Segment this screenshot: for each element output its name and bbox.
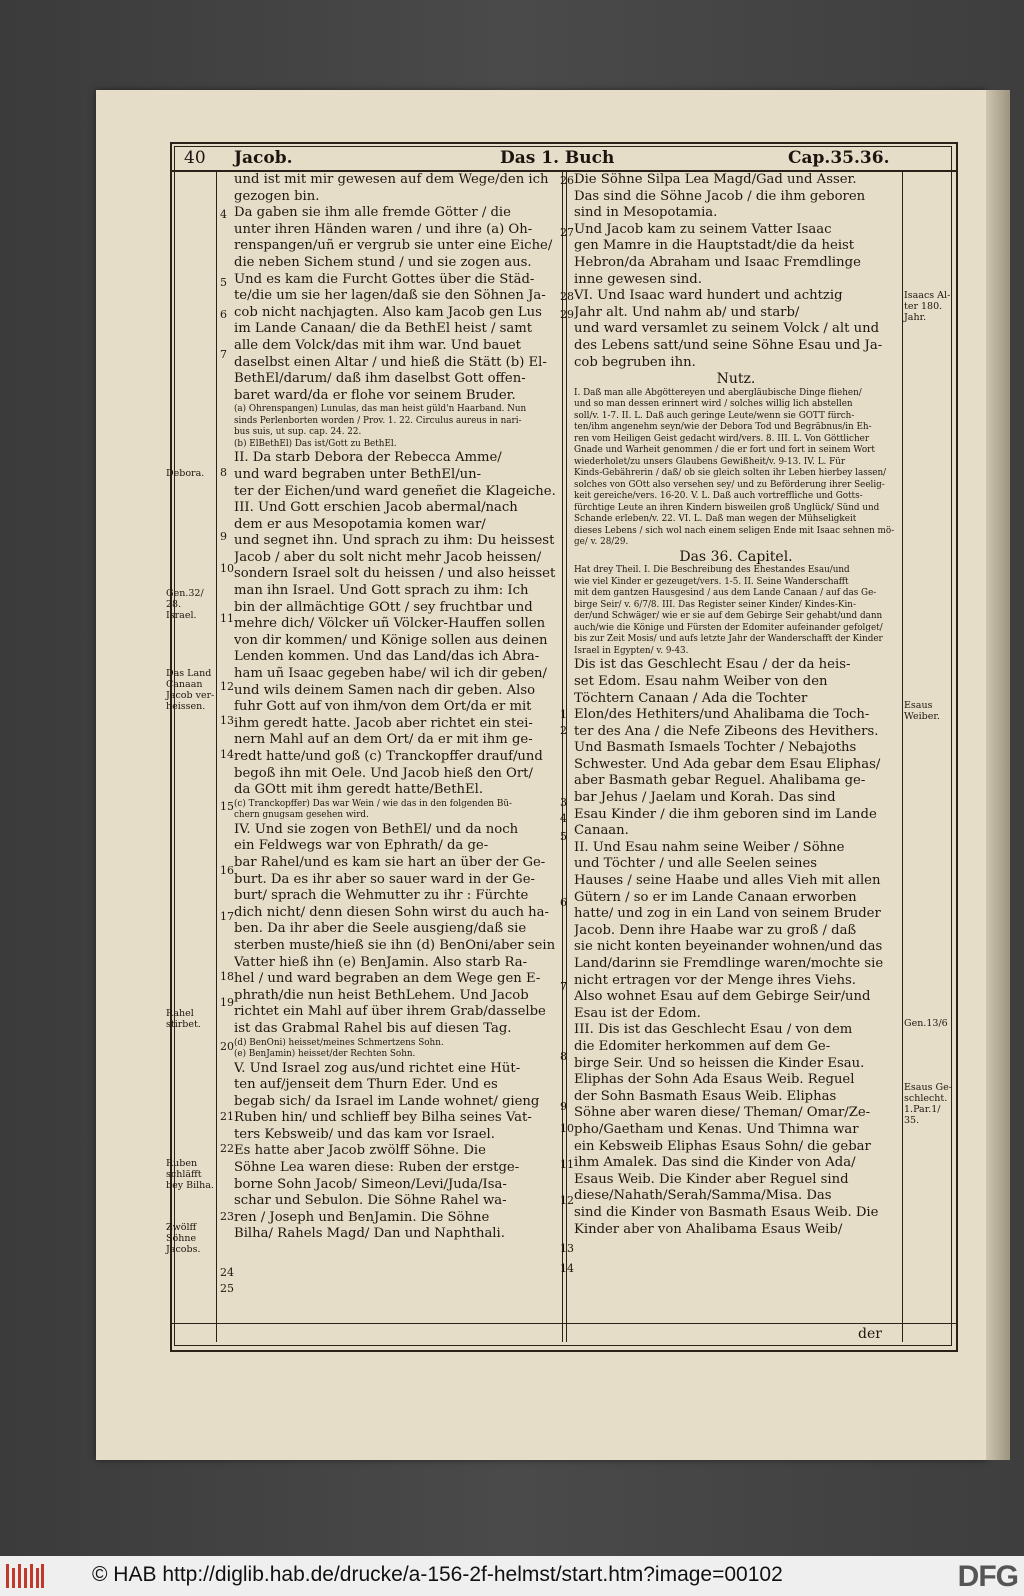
verse-number: 9 (560, 1100, 567, 1113)
text-line: Vatter hieß ihn (e) BenJamin. Also starb Ra- (234, 954, 528, 970)
text-line: auch/wie die Könige und Fürsten der Edomiter aufeinander gefolget/ (574, 622, 883, 633)
left-text-column (234, 172, 558, 1243)
text-line: diese/Nahath/Serah/Samma/Misa. Das (574, 1188, 832, 1204)
header-right-title: Cap.35.36. (788, 148, 890, 168)
verse-number: 5 (560, 830, 567, 843)
verse-number: 29 (560, 308, 574, 321)
text-line: (e) BenJamin) heisset/der Rechten Sohn. (234, 1049, 416, 1059)
text-line: pho/Gaetham und Kenas. Und Thimna war (574, 1121, 859, 1137)
text-line: ten auf/jenseit dem Thurn Eder. Und es (234, 1077, 498, 1093)
text-line: die Edomiter herkommen auf dem Ge- (574, 1038, 831, 1054)
text-line: ihm Amalek. Das sind die Kinder von Ada/ (574, 1155, 856, 1171)
text-line: Jacob / aber du solt nicht mehr Jacob heissen/ (234, 549, 542, 565)
text-line: Hat drey Theil. I. Die Beschreibung des Ehestandes Esau/und (574, 565, 850, 576)
text-line: ge/ v. 28/29. (574, 537, 629, 548)
text-line: hatte/ und zog in ein Land von seinem Bruder (574, 906, 881, 922)
text-line: III. Dis ist das Geschlecht Esau / von dem (574, 1022, 853, 1038)
text-line: Jahr alt. Und nahm ab/ und starb/ (574, 304, 800, 320)
text-line: II. Da starb Debora der Rebecca Amme/ (234, 450, 502, 466)
text-line: III. Und Gott erschien Jacob abermal/nach (234, 500, 518, 516)
text-line: burt/ sprach die Wehmutter zu ihr : Fürchte (234, 888, 529, 904)
text-line: Und es kam die Furcht Gottes über die Städ- (234, 271, 535, 287)
text-line: inne gewesen sind. (574, 271, 702, 287)
verse-number: 13 (560, 1242, 574, 1255)
text-line: ihm geredt hatte. Jacob aber richtet ein stei- (234, 715, 533, 731)
verse-number: 10 (220, 562, 234, 575)
text-line: sinds Perlenborten worden / Prov. 1. 22. Circulus aureus in nari- (234, 415, 522, 426)
header-center-title: Das 1. Buch (500, 148, 615, 168)
text-line: ein Kebsweib Eliphas Esaus Sohn/ die gebar (574, 1138, 871, 1154)
text-line: Das sind die Söhne Jacob / die ihm geboren (574, 188, 866, 204)
text-line: Bilha/ Rahels Magd/ Dan und Naphthali. (234, 1226, 505, 1242)
margin-note: Gen.13/6 (904, 1018, 948, 1029)
right-margin-rule (902, 170, 903, 1342)
text-line: Jacob. Denn ihre Haabe war zu groß / daß (574, 922, 857, 938)
text-line: Esaus Weib. Die Kinder aber Reguel sind (574, 1171, 849, 1187)
margin-note: Das Land Canaan Jacob ver- heissen. (166, 668, 215, 712)
text-line: ten/ihm angenehm seyn/wie der Debora Tod und Begräbnus/in Eh- (574, 422, 872, 433)
margin-note: Esaus Ge- schlecht. 1.Par.1/ 35. (904, 1082, 952, 1126)
text-line: richtet ein Mahl auf über ihrem Grab/dasselbe (234, 1004, 546, 1020)
text-line: im Lande Canaan/ die da BethEl heist / samt (234, 321, 533, 337)
text-line: birge Seir. Und so heissen die Kinder Esau. (574, 1055, 865, 1071)
margin-note: Ruben schläfft bey Bilha. (166, 1158, 214, 1191)
text-line: Land/darinn sie Fremdlinge waren/mochte sie (574, 956, 884, 971)
text-line: und ward versamlet zu seinem Volck / alt und (574, 321, 880, 337)
text-line: Kinds-Gebährerin / daß/ ob sie gleich solten ihr Leben hierbey lassen/ (574, 468, 887, 479)
text-line: solches von GOtt also versehen sey/ und zu Beförderung ihrer Seelig- (574, 479, 885, 490)
text-line: Elon/des Hethiters/und Ahalibama die Toch- (574, 707, 870, 723)
text-line: wie viel Kinder er gezeuget/vers. 1-5. II. Seine Wanderschafft (574, 576, 849, 587)
text-line: dieses Lebens / sich wol nach einem seligen Ende mit Isaac sehnen mö- (574, 525, 895, 536)
verse-number: 7 (560, 980, 567, 993)
verse-number: 14 (560, 1262, 574, 1275)
verse-number: 4 (220, 208, 227, 221)
verse-number: 27 (560, 226, 574, 239)
verse-number: 5 (220, 276, 227, 289)
verse-number: 20 (220, 1040, 234, 1053)
verse-number: 11 (560, 1158, 574, 1171)
text-line: ren / Joseph und BenJamin. Die Söhne (234, 1209, 490, 1225)
text-line: renspangen/uñ er vergrub sie unter eine Eiche/ (234, 238, 553, 254)
text-line: gen Mamre in die Hauptstadt/die da heist (574, 238, 855, 254)
text-line: Schwester. Und Ada gebar dem Esau Eliphas/ (574, 756, 881, 772)
text-line: schar und Sebulon. Die Söhne Rahel wa- (234, 1193, 507, 1209)
next-page-edge (986, 90, 1010, 1460)
text-line: bin der allmächtige GOtt / sey fruchtbar und (234, 599, 533, 615)
text-line: cob begruben ihn. (574, 354, 696, 370)
hab-logo-icon (6, 1564, 44, 1588)
verse-number: 1 (560, 708, 567, 721)
text-line: Es hatte aber Jacob zwölff Söhne. Die (234, 1143, 486, 1159)
text-line: gezogen bin. (234, 188, 320, 204)
verse-number: 25 (220, 1282, 234, 1295)
text-line: sterben muste/hieß sie ihn (d) BenOni/aber sein (234, 937, 556, 953)
verse-number: 13 (220, 714, 234, 727)
text-line: mehre dich/ Völcker uñ Völcker-Hauffen sollen (234, 616, 546, 632)
verse-number: 21 (220, 1110, 234, 1123)
text-line: Hebron/da Abraham und Isaac Fremdlinge (574, 254, 861, 270)
dfg-logo: DFG (957, 1560, 1018, 1593)
verse-number: 2 (560, 724, 567, 737)
text-line: baret ward/da er flohe vor seinem Bruder. (234, 387, 516, 403)
text-line: borne Sohn Jacob/ Simeon/Levi/Juda/Isa- (234, 1176, 507, 1192)
verse-number: 7 (220, 348, 227, 361)
text-line: BethEl/darum/ daß ihm daselbst Gott offen- (234, 371, 526, 387)
text-line: alle dem Volck/das mit ihm war. Und bauet (234, 337, 521, 353)
header-left-title: Jacob. (234, 148, 293, 168)
verse-number: 9 (220, 530, 227, 543)
text-line: der Sohn Basmath Esaus Weib. Eliphas (574, 1088, 837, 1104)
text-line: wiederholet/zu unsers Glaubens Gewißheit/v. 9-13. IV. L. Für (574, 456, 846, 467)
text-line: (b) ElBethEl) Das ist/Gott zu BethEl. (234, 438, 397, 449)
verse-number: 11 (220, 612, 234, 625)
text-line: begoß ihn mit Oele. Und Jacob hieß den Ort/ (234, 765, 533, 781)
text-line: und Töchter / und alle Seelen seines (574, 856, 818, 872)
text-line: (c) Tranckopffer) Das war Wein / wie das in den folgenden Bü- (234, 798, 512, 809)
running-header (176, 146, 948, 168)
margin-note: Esaus Weiber. (904, 700, 940, 722)
margin-note: Gen.32/ 28. Israel. (166, 588, 204, 621)
text-line: Gnade und Warheit genommen / die er fort und fort in seinem Wort (574, 445, 875, 456)
text-line: begab sich/ da Israel im Lande wohnet/ gieng (234, 1093, 540, 1109)
verse-number: 12 (560, 1194, 574, 1207)
text-line: te/die um sie her lagen/daß sie den Söhnen Ja- (234, 288, 546, 304)
text-line: ham uñ Isaac gegeben habe/ wil ich dir geben/ (234, 666, 547, 682)
verse-number: 4 (560, 812, 567, 825)
text-line: bus suis, ut sup. cap. 24. 22. (234, 427, 362, 438)
verse-number: 19 (220, 996, 234, 1009)
text-line: Das 36. Capitel. (679, 548, 793, 565)
verse-number: 18 (220, 970, 234, 983)
text-line: Esau Kinder / die ihm geboren sind im Lande (574, 806, 877, 822)
text-line: VI. Und Isaac ward hundert und achtzig (574, 288, 843, 304)
page-number: 40 (184, 148, 206, 168)
text-line: und wils deinem Samen nach dir geben. Also (234, 682, 536, 698)
text-line: ein Feldwegs war von Ephrath/ da ge- (234, 838, 489, 854)
text-line: redt hatte/und goß (c) Tranckopffer drauf/und (234, 749, 543, 764)
text-line: dich nicht/ denn diesen Sohn wirst du auch ha- (234, 904, 549, 920)
text-line: Israel in Egypten/ v. 9-43. (574, 645, 689, 656)
text-line: daselbst einen Altar / und hieß die Stätt (b) El- (234, 354, 547, 370)
text-line: (a) Ohrenspangen) Lunulas, das man heist güld'n Haarband. Nun (234, 404, 527, 415)
verse-number: 23 (220, 1210, 234, 1223)
text-line: sie nicht konten beyeinander wohnen/und das (574, 939, 883, 955)
margin-note: Rahel stirbet. (166, 1008, 201, 1030)
margin-note: Debora. (166, 468, 205, 479)
verse-number: 6 (560, 896, 567, 909)
margin-note: Zwölff Söhne Jacobs. (166, 1222, 201, 1255)
text-line: Töchtern Canaan / Ada die Tochter (574, 690, 808, 706)
text-line: sondern Israel solt du heissen / und also heisset (234, 566, 556, 582)
text-line: sind in Mesopotamia. (574, 205, 718, 221)
text-line: der/und Schwäger/ wie er sie auf dem Gebirge Seir gehabt/und dann (574, 611, 883, 622)
book-page (96, 90, 986, 1460)
text-line: hel / und ward begraben an dem Wege gen E- (234, 971, 541, 987)
text-line: Und Basmath Ismaels Tochter / Nebajoths (574, 740, 857, 756)
verse-number: 28 (560, 290, 574, 303)
text-line: mit dem gantzen Hausgesind / aus dem Lande Canaan / auf das Ge- (574, 588, 877, 599)
text-line: soll/v. 1-7. II. L. Daß auch geringe Leute/wenn sie GOTT fürch- (574, 410, 855, 421)
text-line: Söhne Lea waren diese: Ruben der erstge- (234, 1160, 520, 1176)
verse-number: 8 (220, 466, 227, 479)
text-line: set Edom. Esau nahm Weiber von den (574, 673, 828, 689)
verse-number: 17 (220, 910, 234, 923)
viewer-footer-bar (0, 1556, 1024, 1596)
verse-number: 16 (220, 864, 234, 877)
right-text-column (574, 172, 898, 1238)
text-line: nicht ertragen vor der Menge ihres Viehs. (574, 972, 856, 988)
text-line: ter des Ana / die Nefe Zibeons des Hevithers. (574, 723, 879, 739)
verse-number: 6 (220, 308, 227, 321)
footer-rule (170, 1323, 956, 1324)
text-line: ter der Eichen/und ward geneñet die Klageiche. (234, 483, 556, 499)
text-line: ren vom Heiligen Geist gedacht wird/vers. 8. III. L. Von Göttlicher (574, 433, 870, 444)
text-line: Hauses / seine Haabe und alles Vieh mit allen (574, 873, 881, 889)
text-line: Also wohnet Esau auf dem Gebirge Seir/und (574, 989, 871, 1005)
verse-number: 26 (560, 174, 574, 187)
text-line: II. Und Esau nahm seine Weiber / Söhne (574, 839, 845, 855)
verse-number: 8 (560, 1050, 567, 1063)
text-line: burt. Da es ihr aber so sauer ward in der Ge- (234, 871, 535, 887)
margin-note: Isaacs Al- ter 180. Jahr. (904, 290, 951, 323)
verse-number: 15 (220, 800, 234, 813)
text-line: des Lebens satt/und seine Söhne Esau und Ja- (574, 337, 883, 353)
left-margin-rule (216, 170, 217, 1342)
verse-number: 14 (220, 748, 234, 761)
text-line: Esau ist der Edom. (574, 1005, 701, 1021)
text-line: ben. Da ihr aber die Seele ausgieng/daß sie (234, 921, 527, 937)
text-line: die neben Sichem stund / und sie zogen aus. (234, 254, 532, 270)
text-line: bar Rahel/und es kam sie hart an über der Ge- (234, 854, 546, 870)
verse-number: 10 (560, 1122, 574, 1135)
text-line: bar Jehus / Jaelam und Korah. Das sind (574, 790, 836, 806)
text-line: Ruben hin/ und schlieff bey Bilha seines Vat- (234, 1110, 532, 1126)
text-line: Eliphas der Sohn Ada Esaus Weib. Reguel (574, 1072, 855, 1088)
text-line: I. Daß man alle Abgöttereyen und abergläubische Dinge fliehen/ (574, 387, 862, 398)
text-line: Nutz. (716, 371, 756, 388)
text-line: phrath/die nun heist BethLehem. Und Jacob (234, 987, 529, 1003)
text-line: nern Mahl auf an dem Ort/ da er mit ihm ge- (234, 732, 533, 748)
text-line: sind die Kinder von Basmath Esaus Weib. Die (574, 1204, 879, 1220)
text-line: birge Seir/ v. 6/7/8. III. Das Register seiner Kinder/ Kindes-Kin- (574, 599, 856, 610)
text-line: (d) BenOni) heisset/meines Schmertzens Sohn. (234, 1037, 444, 1048)
text-line: Gütern / so er im Lande Canaan erworben (574, 889, 857, 905)
text-line: Die Söhne Silpa Lea Magd/Gad und Asser. (574, 172, 857, 187)
text-line: Canaan. (574, 823, 629, 839)
text-line: bis zur Zeit Mosis/ und aufs letzte Jahr der Wanderschafft der Kinder (574, 634, 883, 645)
text-line: dem er aus Mesopotamia komen war/ (234, 516, 486, 532)
text-line: unter ihren Händen waren / und ihre (a) Oh- (234, 221, 533, 237)
text-line: Da gaben sie ihm alle fremde Götter / die (234, 205, 511, 221)
text-line: und so man dessen erinnert wird / solches willig lich abstellen (574, 399, 853, 410)
verse-number: 24 (220, 1266, 234, 1279)
verse-number: 12 (220, 680, 234, 693)
text-line: Kinder aber von Ahalibama Esaus Weib/ (574, 1221, 843, 1237)
text-line: und ist mit mir gewesen auf dem Wege/den ich (234, 172, 549, 187)
text-line: da GOtt mit ihm geredt hatte/BethEl. (234, 782, 484, 798)
verse-number: 3 (560, 796, 567, 809)
text-line: Söhne aber waren diese/ Theman/ Omar/Ze- (574, 1105, 871, 1121)
text-line: aber Basmath gebar Reguel. Ahalibama ge- (574, 773, 866, 789)
text-line: V. Und Israel zog aus/und richtet eine Hüt- (234, 1060, 521, 1076)
text-line: ist das Grabmal Rahel bis auf diesen Tag. (234, 1020, 512, 1036)
catchword: der (858, 1326, 882, 1342)
text-line: man ihn Israel. Und Gott sprach zu ihm: Ich (234, 583, 529, 599)
text-line: Dis ist das Geschlecht Esau / der da heis- (574, 657, 851, 673)
text-line: Lenden kommen. Und das Land/das ich Abra- (234, 649, 540, 665)
text-line: und ward begraben unter BethEl/un- (234, 466, 482, 482)
text-line: Und Jacob kam zu seinem Vatter Isaac (574, 221, 832, 237)
text-line: IV. Und sie zogen von BethEl/ und da noch (234, 821, 519, 837)
text-line: von dir kommen/ und Könige sollen aus deinen (234, 632, 548, 648)
text-line: chern gnugsam gesehen wird. (234, 810, 369, 821)
text-line: Schande erleben/v. 22. VI. L. Daß man wegen der Mühseligkeit (574, 514, 857, 525)
verse-number: 22 (220, 1142, 234, 1155)
text-line: ters Kebsweib/ und das kam vor Israel. (234, 1126, 495, 1142)
text-line: und segnet ihn. Und sprach zu ihm: Du heissest (234, 533, 555, 549)
text-line: keit gereiche/vers. 16-20. V. L. Daß auch vortreffliche und Gotts- (574, 491, 863, 502)
text-line: cob nicht nachjagten. Also kam Jacob gen Lus (234, 304, 542, 320)
source-link[interactable]: © HAB http://diglib.hab.de/drucke/a-156-2f-helmst/start.htm?image=00102 (92, 1563, 783, 1586)
text-line: fürchtige Leute an ihren Kindern bisweilen groß Unglück/ Sünd und (574, 502, 880, 513)
text-line: fuhr Gott auf von ihm/von dem Ort/da er mit (234, 699, 532, 715)
